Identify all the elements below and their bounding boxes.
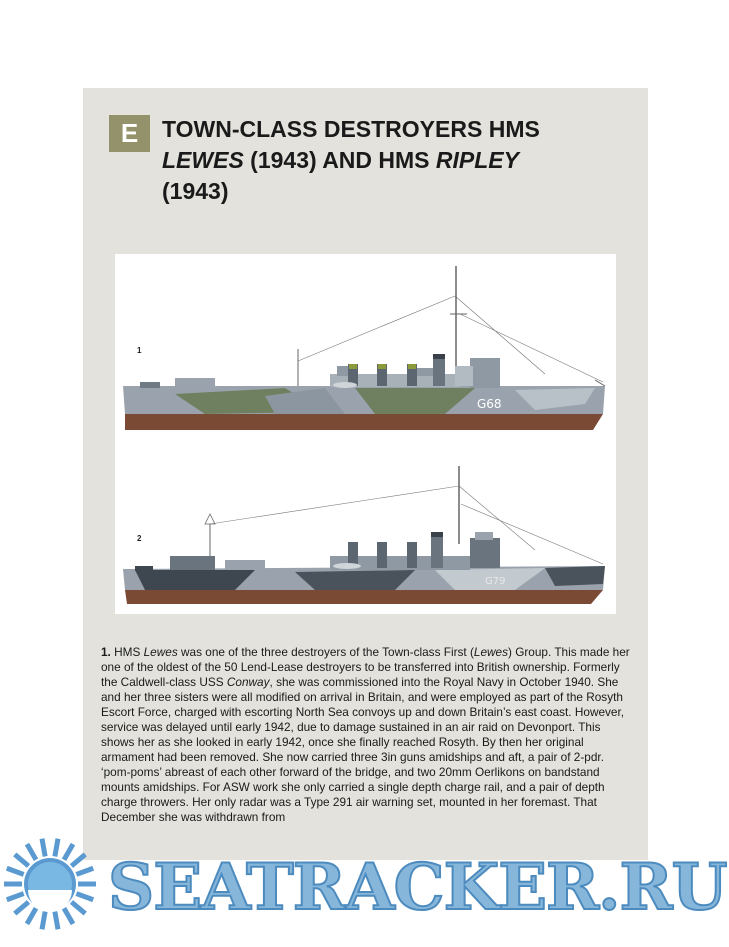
caption-segment: Conway	[226, 675, 270, 689]
title-ship1: LEWES	[162, 147, 244, 173]
ship1-number: 1	[137, 346, 142, 355]
plate-letter-badge: E	[109, 115, 150, 152]
caption-body	[101, 645, 630, 824]
watermark-text: SEATRACKER.RU	[108, 850, 727, 925]
caption-segment: , she was commissioned into the Royal Navy in October 1940. She and her three sisters were all modified on arrival in Britain, and were employed as part of the Rosyth Escort Force, charged with escorting North Sea convoys up and down Britain’s east coast. However, service was delayed until early 1942, due to damage sustained in an air raid on Devonport. This shows her as she looked in early 1942, once she finally reached Rosyth. By then her original armament had been removed. She now carried three 3in guns amidships and aft, a pair of 2-pdr. ‘pom-poms’ abreast of each other forward of the bridge, and two 20mm Oerlikons on bandstand mounts amidships. For ASW work she only carried a single depth charge rail, and a pair of depth charge throwers. Her only radar was a Type 291 air warning set, mounted in her foremast. That December she was withdrawn from	[101, 675, 625, 824]
ship-illustration	[115, 254, 616, 614]
plate-title	[162, 114, 622, 207]
ship-illustration-svg	[115, 254, 616, 614]
sun-ray	[7, 868, 24, 874]
ship1-drawing	[123, 266, 605, 430]
caption-segment: Lewes	[143, 645, 178, 659]
sun-ray	[71, 854, 85, 866]
sun-ray	[42, 839, 45, 857]
sun-ray	[27, 844, 36, 860]
title-end: (1943)	[162, 178, 229, 204]
caption-segment: Lewes	[473, 645, 508, 659]
ship2-number: 2	[137, 534, 142, 543]
plate-caption-text	[101, 645, 631, 825]
caption-segment: was one of the three destroyers of the Town-class First (	[177, 645, 474, 659]
title-ship2: RIPLEY	[435, 147, 519, 173]
ship2-drawing	[123, 466, 605, 604]
caption-number: 1.	[101, 645, 111, 659]
caption-segment: HMS	[110, 645, 144, 659]
title-line1: TOWN-CLASS DESTROYERS HMS	[162, 116, 540, 142]
caption-segment: ) Group. This made her one of the oldest of the 50 Lend-Lease destroyers to be transferred into British ownership. Formerly the Caldwell-class USS	[101, 645, 630, 689]
sun-ray	[15, 854, 29, 866]
sun-ray	[76, 868, 93, 874]
sun-ray	[64, 844, 73, 860]
sun-ray	[55, 839, 58, 857]
ship2-hull-code: G79	[485, 576, 506, 587]
title-mid: (1943) AND HMS	[243, 147, 436, 173]
ship1-hull-code: G68	[477, 397, 502, 411]
